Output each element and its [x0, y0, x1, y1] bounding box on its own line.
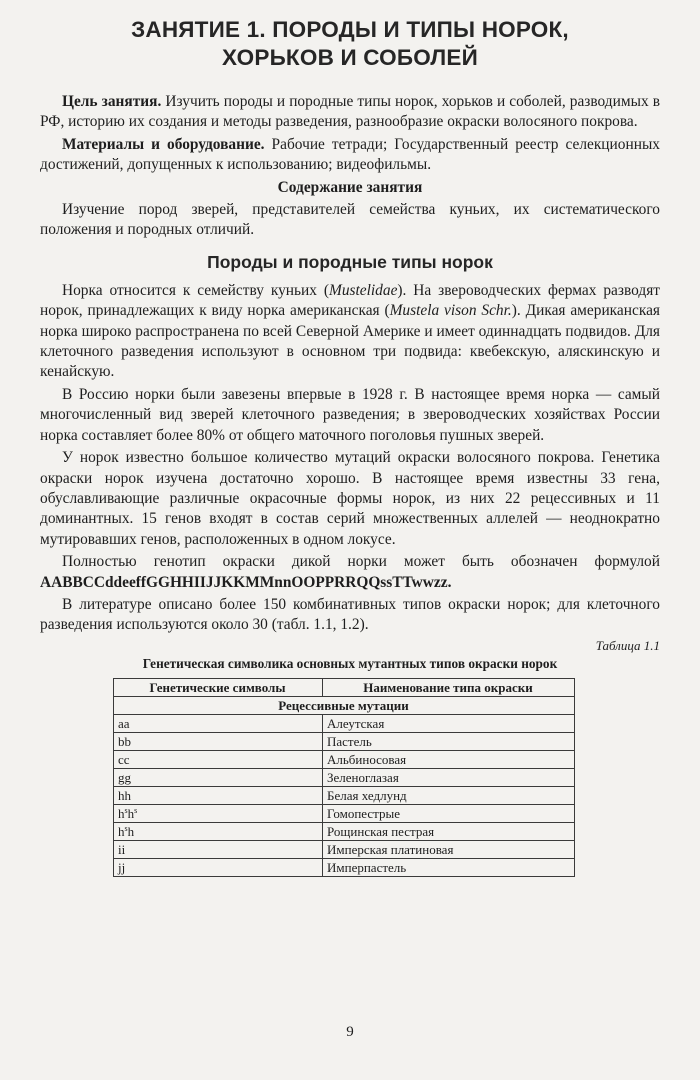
symbol-cell: jj — [114, 858, 323, 876]
symbol-cell: cc — [114, 750, 323, 768]
genotype-formula: AABBCCddeeffGGHHIIJJKKMMnnOOPPRRQQssTTwwzz. — [40, 573, 452, 591]
symbol-superscript: s — [124, 805, 128, 815]
table-header-row — [114, 678, 575, 696]
symbol-base: h — [127, 823, 135, 839]
symbol-cell — [114, 804, 323, 822]
materials-text: Рабочие тетради; Государственный реестр селекционных достижений, допущенных к использованию; видеофильмы. — [40, 135, 660, 174]
materials-paragraph — [40, 135, 660, 176]
table-row — [114, 822, 575, 840]
group-recessive: Рецессивные мутации — [114, 696, 575, 714]
symbol-cell: ii — [114, 840, 323, 858]
chapter-title-line-2: ХОРЬКОВ И СОБОЛЕЙ — [222, 45, 478, 70]
table-group-row — [114, 696, 575, 714]
table-row — [114, 714, 575, 732]
content-heading: Содержание занятия — [277, 178, 423, 196]
paragraph-genotype — [40, 552, 660, 593]
paragraph-genetics: У норок известно большое количество мутаций окраски волосяного покрова. Генетика окраски норок изучена достаточно хорошо. В настоящее время известны 33 гена, обуславливающие различные окрасочные формы норок, из них 22 рецессивных и 11 доминантных. 15 генов входят в состав серий множественных аллелей — неоднократно мутировавших генов, расположенных в одном локусе. — [40, 449, 660, 548]
table-row — [114, 732, 575, 750]
header-genetic-symbols: Генетические символы — [114, 678, 323, 696]
table-row — [114, 804, 575, 822]
name-cell: Имперская платиновая — [323, 840, 575, 858]
goal-paragraph — [40, 92, 660, 133]
name-cell: Альбиносовая — [323, 750, 575, 768]
content-paragraph: Изучение пород зверей, представителей семейства куньих, их систематического положения и породных отличий. — [40, 201, 660, 239]
symbol-base: h — [118, 823, 125, 839]
paragraph-mink-family — [40, 281, 660, 383]
materials-label: Материалы и оборудование. — [62, 135, 265, 153]
table-row — [114, 786, 575, 804]
symbol-cell — [114, 822, 323, 840]
symbol-cell: gg — [114, 768, 323, 786]
paragraph-literature: В литературе описано более 150 комбинативных типов окраски норок; для клеточного разведения используются около 30 (табл. 1.1, 1.2). — [40, 595, 660, 634]
p1-text-b: ). На звероводческих фермах разводят норок, принадлежащих к виду норка американская ( — [40, 281, 661, 320]
latin-mustela-vison: Mustela vison Schr. — [389, 302, 512, 320]
name-cell: Пастель — [323, 732, 575, 750]
table-row — [114, 840, 575, 858]
latin-mustelidae: Mustelidae — [329, 281, 398, 299]
symbol-superscript: s — [124, 823, 128, 833]
name-cell: Алеутская — [323, 714, 575, 732]
name-cell: Зеленоглазая — [323, 768, 575, 786]
name-cell: Рощинская пестрая — [323, 822, 575, 840]
section-heading: Породы и породные типы норок — [207, 251, 493, 272]
header-color-type: Наименование типа окраски — [323, 678, 575, 696]
table-row — [114, 858, 575, 876]
name-cell: Гомопестрые — [323, 804, 575, 822]
page-number: 9 — [346, 1024, 354, 1040]
p4-text: Полностью генотип окраски дикой норки может быть обозначен формулой — [62, 553, 660, 571]
name-cell: Белая хедлунд — [323, 786, 575, 804]
table-label: Таблица 1.1 — [595, 637, 660, 653]
chapter-title-line-1: ЗАНЯТИЕ 1. ПОРОДЫ И ТИПЫ НОРОК, — [131, 17, 569, 42]
table-row — [114, 750, 575, 768]
symbol-cell: aa — [114, 714, 323, 732]
goal-label: Цель занятия. — [62, 93, 162, 110]
p1-text-a: Норка относится к семейству куньих ( — [62, 281, 330, 299]
symbol-base: h — [118, 805, 125, 821]
symbol-base: h — [127, 805, 135, 821]
table-row — [114, 768, 575, 786]
p1-text-c: ). Дикая американская норка широко распространена по всей Северной Америке и имеет одиннадцать подвидов. Для клеточного разведения используют в основном три подвида: квебекскую, аляскинскую и кенайскую. — [40, 302, 660, 381]
name-cell: Имперпастель — [323, 858, 575, 876]
symbol-superscript: s — [134, 805, 138, 815]
symbol-cell: bb — [114, 732, 323, 750]
chapter-title — [40, 16, 660, 72]
table-title: Генетическая символика основных мутантных типов окраски норок — [142, 655, 558, 671]
goal-text: Изучить породы и породные типы норок, хорьков и соболей, разводимых в РФ, историю их создания и методы разведения, разнообразие окраски волосяного покрова. — [40, 93, 660, 131]
symbol-cell: hh — [114, 786, 323, 804]
body-text — [40, 92, 660, 877]
paragraph-russia: В Россию норки были завезены впервые в 1928 г. В настоящее время норка — самый многочисленный вид зверей клеточного разведения; в звероводческих хозяйствах России норка составляет более 80% от общего маточного поголовья пушных зверей. — [40, 385, 660, 444]
genetic-symbols-table — [113, 678, 575, 877]
